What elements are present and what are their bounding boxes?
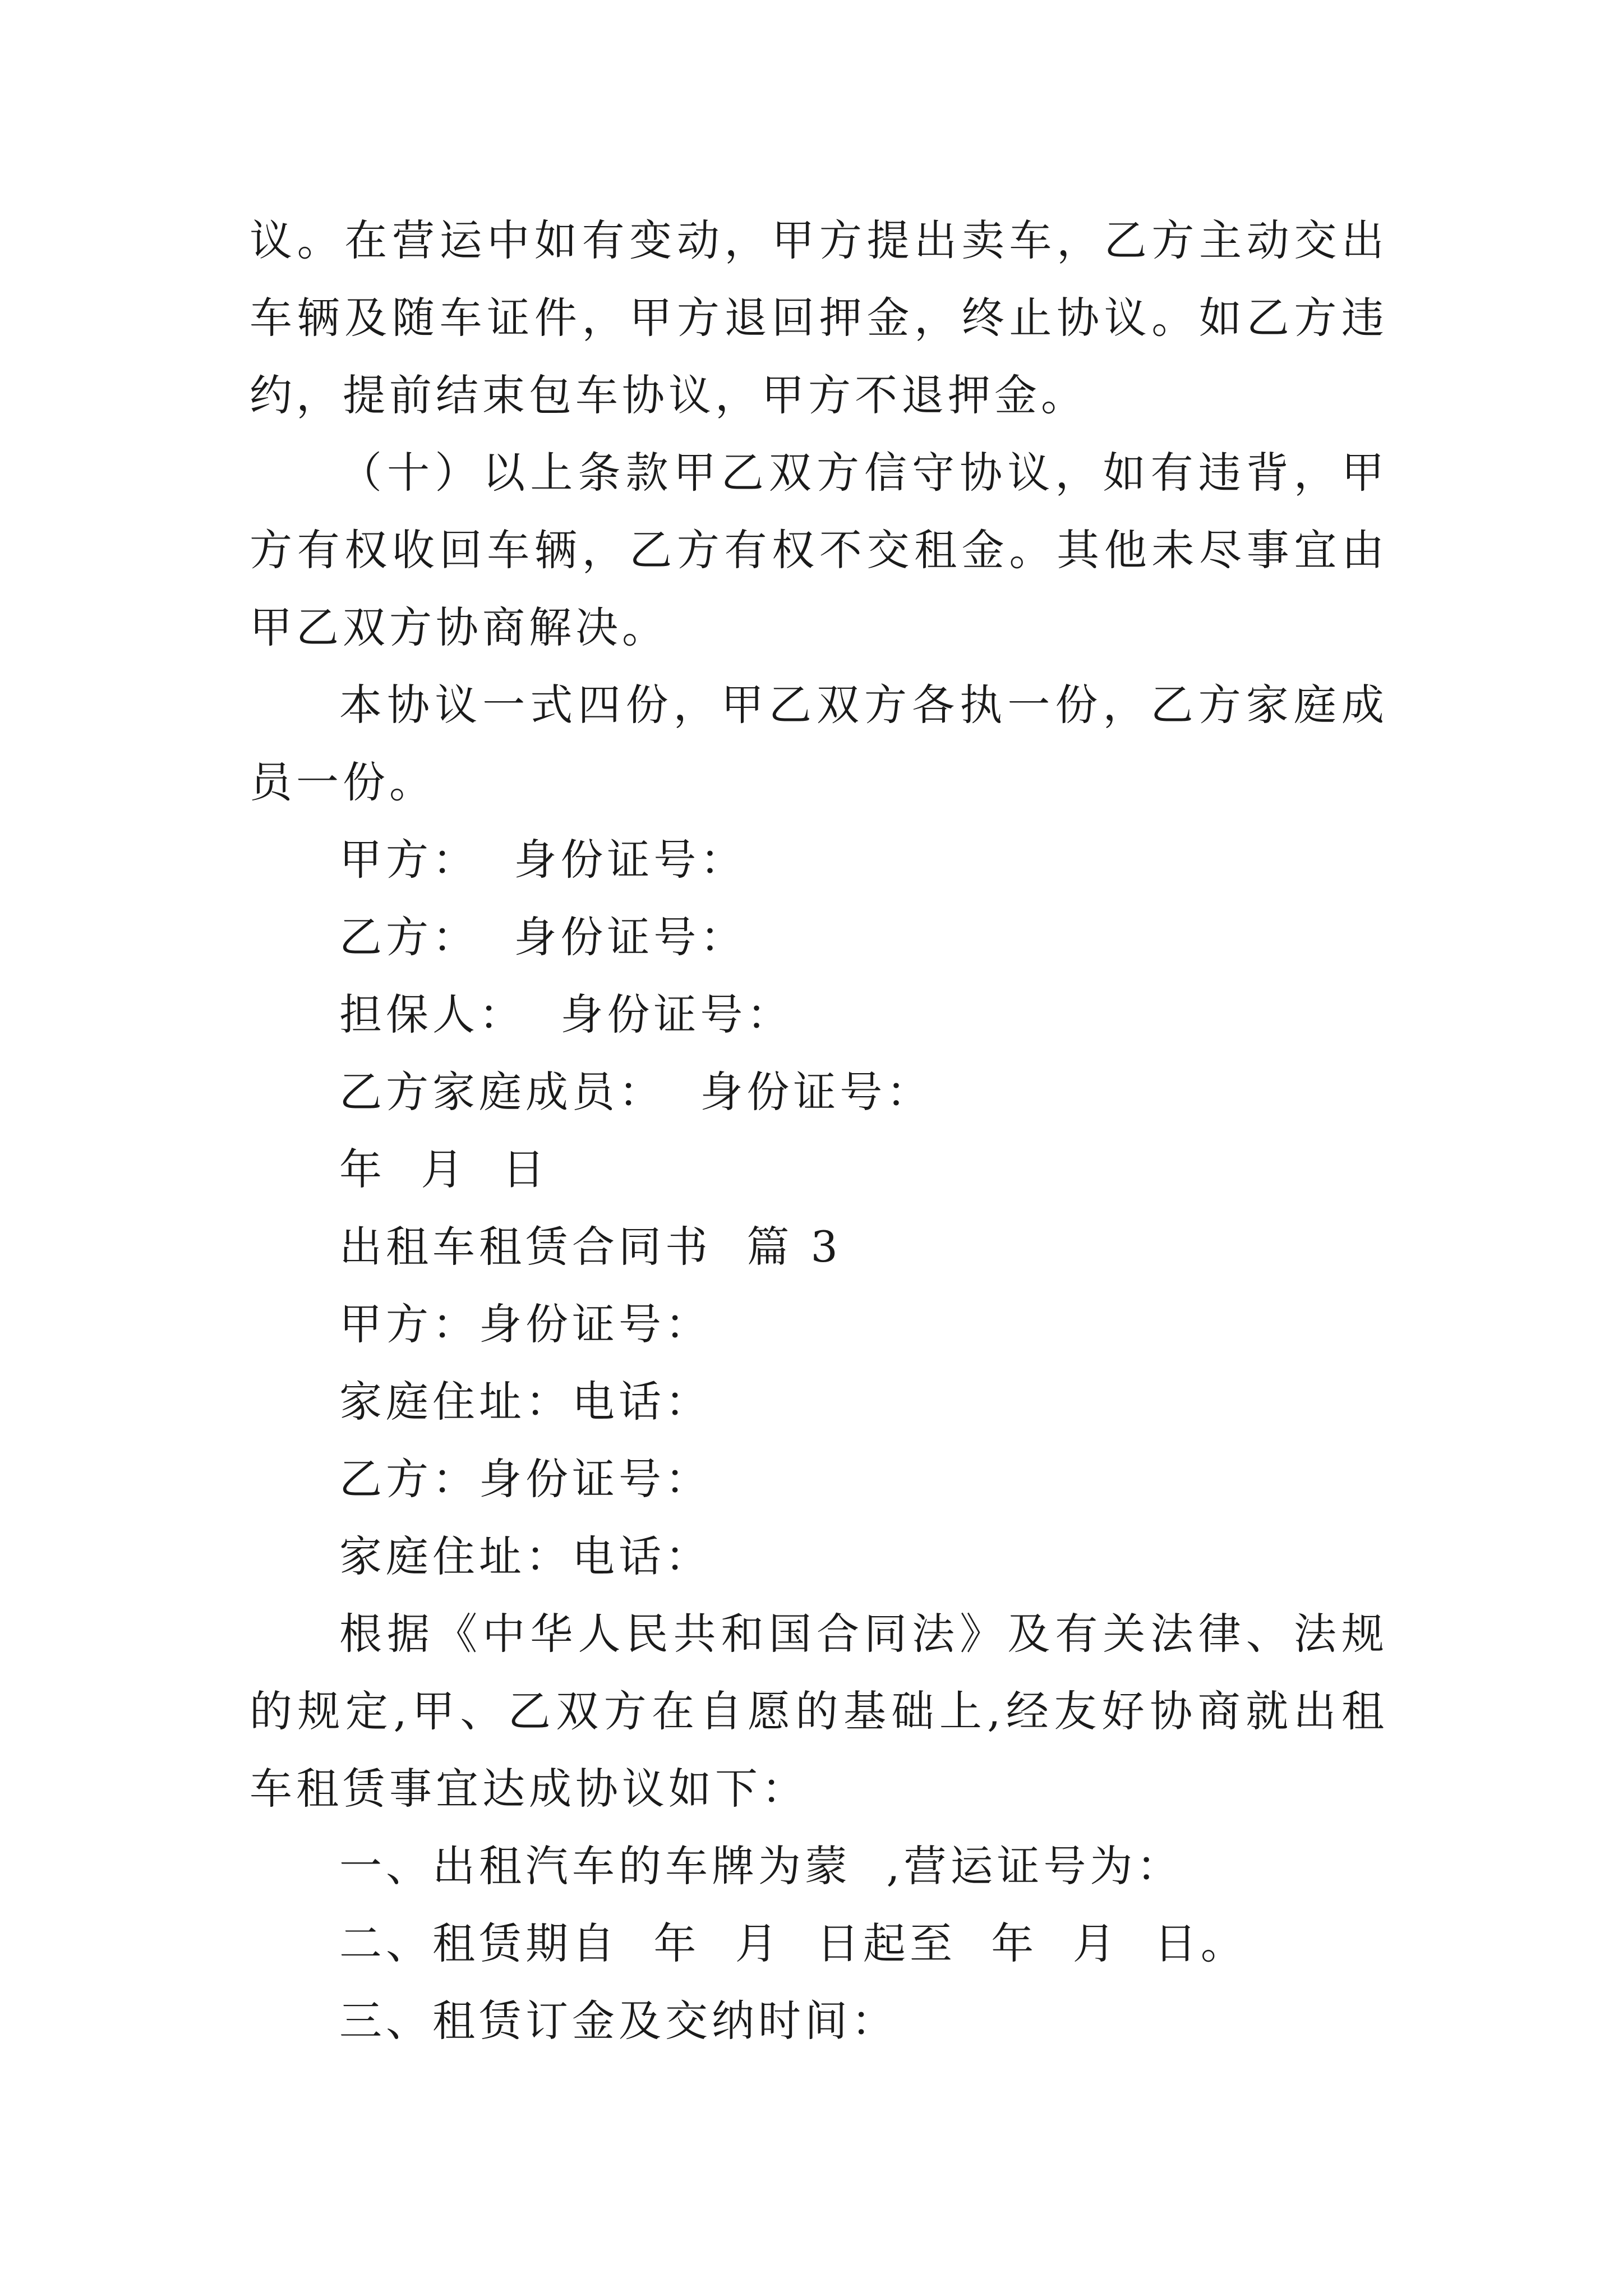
party-b-id: 乙方：身份证号： (339, 1454, 712, 1504)
document-body (250, 202, 1388, 2060)
paragraph-copies: 本协议一式四份，甲乙双方各执一份，乙方家庭成员一份。 (250, 680, 1388, 807)
clause-one: 一、出租汽车的车牌为蒙 ,营运证号为： (339, 1841, 1183, 1891)
section-title: 出租车租赁合同书 篇 3 (339, 1222, 842, 1272)
paragraph-legal-basis: 根据《中华人民共和国合同法》及有关法律、法规的规定,甲、乙双方在自愿的基础上,经友好协商就出租车租赁事宜达成协议如下： (250, 1609, 1388, 1814)
clause-two: 二、租赁期自 年 月 日起至 年 月 日。 (339, 1918, 1247, 1968)
party-a-id: 甲方：身份证号： (339, 1299, 712, 1349)
paragraph-clause-ten: （十）以上条款甲乙双方信守协议，如有违背，甲方有权收回车辆，乙方有权不交租金。其他未尽事宜由甲乙双方协商解决。 (250, 448, 1388, 652)
party-b-address: 家庭住址：电话： (339, 1531, 712, 1581)
signature-party-a: 甲方： 身份证号： (339, 835, 747, 885)
clause-three: 三、租赁订金及交纳时间： (339, 1996, 898, 2046)
signature-party-b: 乙方： 身份证号： (339, 912, 747, 962)
paragraph-termination: 议。在营运中如有变动，甲方提出卖车，乙方主动交出车辆及随车证件，甲方退回押金，终止协议。如乙方违约，提前结束包车协议，甲方不退押金。 (250, 215, 1388, 420)
signature-guarantor: 担保人： 身份证号： (339, 990, 794, 1039)
signature-family-member: 乙方家庭成员： 身份证号： (339, 1067, 933, 1117)
party-a-address: 家庭住址：电话： (339, 1377, 712, 1427)
signature-date: 年 月 日 (339, 1144, 549, 1194)
